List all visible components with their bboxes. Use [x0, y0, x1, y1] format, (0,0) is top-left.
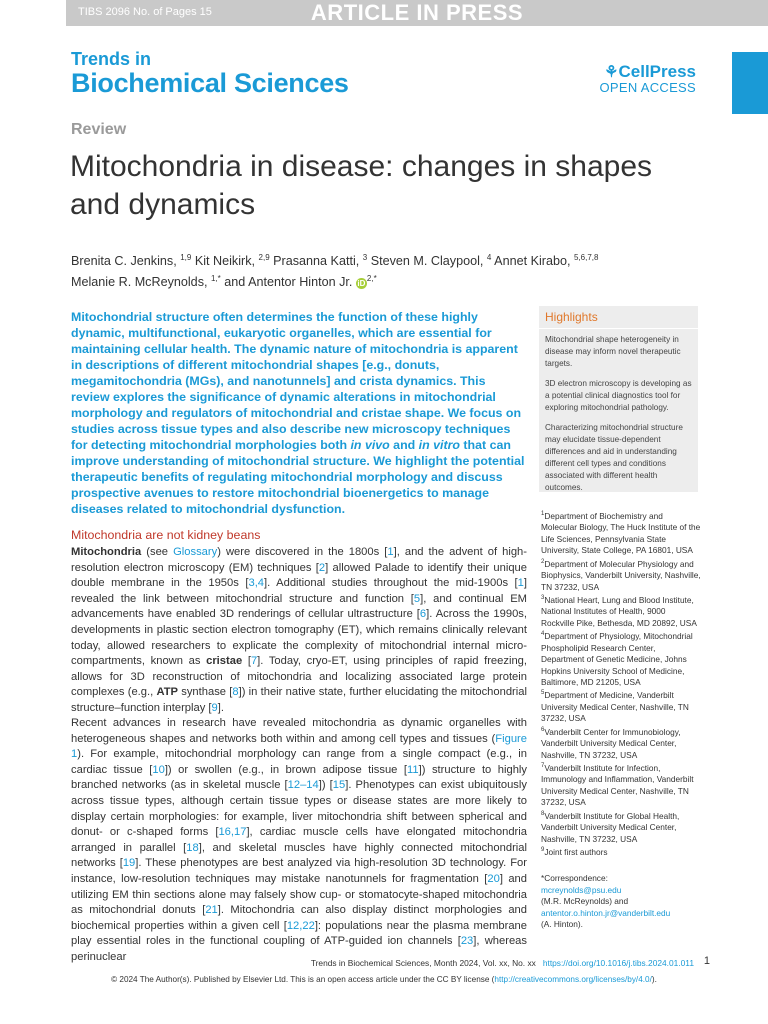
reference-link[interactable]: 3,4: [248, 577, 265, 590]
email-link[interactable]: mcreynolds@psu.edu: [541, 884, 622, 895]
reference-link[interactable]: 10: [152, 763, 165, 776]
text: ). For example, mitochondrial morphology can range from a single compact (e.g., in cardiac tissue [: [71, 748, 527, 776]
author-sup: 1,9: [180, 253, 192, 262]
copyright-notice: [0, 975, 768, 984]
journal-name-line1: Trends in: [71, 49, 152, 69]
body-paragraph-2: [71, 716, 527, 966]
text: (see: [141, 546, 174, 558]
manuscript-reference: TIBS 2096 No. of Pages 15: [78, 6, 212, 18]
affiliation-9: [541, 847, 608, 857]
open-access-label: OPEN ACCESS: [599, 80, 696, 95]
reference-link[interactable]: 6: [419, 608, 427, 621]
affil-num: 9: [541, 847, 545, 854]
correspondence-label: *Correspondence:: [541, 873, 608, 883]
text: [: [242, 655, 251, 668]
affil-text: Department of Medicine, Vanderbilt University Medical Center, Nashville, TN 37232, USA: [541, 690, 689, 724]
reference-link[interactable]: 16,17: [218, 826, 247, 839]
bold-term: Mitochondria: [71, 546, 142, 558]
affil-text: Vanderbilt Institute for Global Health, Vanderbilt University Medical Center, Nashville, TN 37232, USA: [541, 810, 680, 844]
reference-link[interactable]: 12–14: [287, 779, 319, 792]
doi-link[interactable]: https://doi.org/10.1016/j.tibs.2024.01.011: [542, 958, 694, 968]
affil-num: 7: [541, 763, 545, 770]
affil-num: 5: [541, 690, 545, 697]
journal-name-line2: Biochemical Sciences: [71, 68, 349, 98]
reference-link[interactable]: 9: [211, 701, 218, 714]
affil-text: Joint first authors: [544, 846, 608, 857]
author-mcreynolds: Melanie R. McReynolds,: [71, 275, 211, 290]
text: ]. These phenotypes are best analyzed via high-resolution 3D technology. For instance, low-resolution techniques may mistake nanotunnels for fragmentation [: [71, 857, 528, 885]
text: ] revealed the link between mitochondrial structure and function [: [71, 577, 527, 605]
author-sup: 3: [362, 253, 368, 262]
reference-link[interactable]: 12,22: [286, 919, 315, 932]
affil-text: Vanderbilt Center for Immunobiology, Vanderbilt University Medical Center, Nashville, TN 37232, USA: [541, 726, 681, 760]
publisher-logo: [600, 62, 697, 94]
reference-link[interactable]: 21: [205, 904, 218, 917]
figure-link[interactable]: Figure 1: [71, 732, 527, 761]
affil-num: 4: [541, 631, 545, 638]
author-kirabo: Annet Kirabo,: [491, 254, 574, 269]
highlights-heading: Highlights: [539, 306, 698, 329]
author-sup: 1,*: [210, 274, 221, 284]
abstract-italic: in vitro: [418, 438, 460, 452]
text: ]. Phenotypes can exist ubiquitously across tissue types, although certain tissue types or disease states are more likely to display certain morphologies: for example, liver mitochondria shift between spherical and donut- or c-shaped forms [: [71, 779, 527, 839]
abstract-text: and: [389, 438, 419, 452]
affil-text: Vanderbilt Institute for Infection, Immunology and Inflammation, Vanderbilt University Medical Center, Nashville, TN 37232, USA: [541, 762, 694, 808]
text: ]. Across the 1990s, developments in plastic section electron tomography (ET), which remains clinically relevant today, allowed researchers to explicate the complexity of mitochondrial internal micro-compartments, known as: [71, 608, 527, 668]
article-in-press-label: ARTICLE IN PRESS: [310, 0, 524, 25]
author-jenkins: Brenita C. Jenkins,: [71, 254, 181, 269]
email-link[interactable]: antentor.o.hinton.jr@vanderbilt.edu: [541, 907, 671, 918]
text: ) were discovered in the 1800s [: [217, 546, 388, 558]
reference-link[interactable]: 7: [250, 655, 258, 668]
affiliation-6: [541, 727, 681, 760]
reference-link[interactable]: 23: [460, 935, 474, 948]
text: ], cardiac muscle cells have elongated mitochondria arranged in parallel [: [71, 826, 527, 854]
text: ]) structure to highly branched networks (as in skeletal muscle [: [71, 763, 527, 792]
correspondence-name: (M.R. McReynolds) and: [541, 896, 629, 906]
abstract-italic: in vivo: [350, 438, 390, 452]
highlight-item: Mitochondrial shape heterogeneity in disease may inform novel therapeutic targets.: [545, 335, 681, 368]
author-sup: 4: [486, 253, 492, 262]
author-sup: 2,*: [366, 274, 377, 284]
text: ]) or swollen (e.g., in brown adipose tissue [: [164, 763, 407, 776]
abstract-text: Mitochondrial structure often determines the function of these highly dynamic, multifunctional, eukaryotic organelles, which are essential for maintaining cellular health. The dynamic nature of mitochondria is apparent in descriptions of different mitochondrial shapes [e.g., donuts, megamitochondria (MGs), and nanotunnels] and crista dynamics. This review explores the significance of dynamic alterations in mitochondrial morphology and regulators of mitochondrial and cristae shape. We focus on studies across tissue types and also describe new microscopy techniques for detecting mitochondrial morphologies both: [71, 310, 522, 452]
text: Recent advances in research have revealed mitochondria as dynamic organelles with heterogeneous shapes and networks both within and among cell types and tissues (: [71, 717, 527, 745]
affil-num: 2: [541, 558, 545, 565]
bold-term: ATP: [156, 686, 178, 699]
text: ], and skeletal muscles have highly connected mitochondrial networks [: [71, 841, 527, 870]
text: ] and utilizing EM thin sections alone may falsely show cup- or stomatocyte-shaped mitochondria as mitochondrial donuts [: [71, 872, 527, 917]
reference-link[interactable]: 2: [318, 561, 326, 574]
author-sup: 5,6,7,8: [573, 253, 599, 262]
text: ]) in their native state, further elucidating the mitochondrial structure–function interplay [: [71, 686, 527, 714]
cellpress-logo-icon: ⚘: [604, 64, 619, 81]
text: ]: populations near the plasma membrane play essential roles in the functional coupling of ATP-guided ion channels [: [71, 919, 528, 948]
affil-num: 1: [541, 511, 545, 517]
text: ]) [: [318, 779, 333, 792]
author-hinton: and Antentor Hinton Jr.: [220, 275, 356, 290]
text: ], and continual EM advancements have enabled 3D renderings of cellular ultrastructure [: [71, 592, 527, 621]
text: ] allowed Palade to identify their unique double membrane in the 1950s [: [71, 561, 527, 590]
affil-num: 3: [541, 595, 545, 602]
section-heading: Mitochondria are not kidney beans: [71, 528, 261, 542]
abstract: [71, 309, 527, 517]
author-katti: Prasanna Katti,: [269, 254, 363, 269]
affiliation-2: [541, 559, 701, 592]
reference-link[interactable]: 8: [232, 686, 239, 699]
affiliation-4: [541, 631, 693, 687]
affil-text: Department of Biochemistry and Molecular Biology, The Huck Institute of the Life Sciences, Pennsylvania State University, State College, PA 16801, USA: [541, 510, 701, 556]
reference-link[interactable]: 20: [487, 872, 500, 885]
license-link[interactable]: http://creativecommons.org/licenses/by/4.0/: [494, 975, 652, 984]
copyright-text: ).: [651, 975, 657, 984]
affil-num: 6: [541, 726, 545, 733]
text: ]. Today, cryo-ET, using principles of rapid freezing, allows for 3D reconstruction of mitochondria and localizing associated large protein complexes (e.g.,: [71, 655, 528, 699]
publisher-name: CellPress: [618, 62, 696, 81]
correspondence-name: (A. Hinton).: [541, 919, 583, 929]
reference-link[interactable]: 15: [332, 779, 346, 792]
affiliation-5: [541, 690, 689, 723]
journal-info: Trends in Biochemical Sciences, Month 2024, Vol. xx, No. xx: [310, 958, 536, 968]
copyright-text: © 2024 The Author(s). Published by Elsevier Ltd. This is an open access article under the CC BY license (: [111, 975, 495, 984]
reference-link[interactable]: 11: [407, 763, 419, 776]
affil-text: Department of Molecular Physiology and Biophysics, Vanderbilt University, Nashville, TN 37232, USA: [541, 558, 701, 592]
footer-citation: [311, 958, 694, 968]
author-neikirk: Kit Neikirk,: [191, 254, 259, 269]
affiliation-7: [541, 763, 694, 808]
text: ]. Mitochondria can also display distinct morphologies and biochemical properties within a given cell [: [71, 904, 527, 932]
affiliations: [541, 509, 701, 858]
affil-text: National Heart, Lung and Blood Institute, National Institutes of Health, 9000 Rockville Pike, Bethesda, MD 20892, USA: [541, 594, 697, 628]
author-list: [71, 249, 691, 291]
journal-color-tab: [732, 52, 768, 114]
affil-text: Department of Physiology, Mitochondrial Phospholipid Research Center, Department of Genetic Medicine, Johns Hopkins University School of Medicine, Baltimore, MD 21205, USA: [541, 631, 693, 688]
body-paragraph-1: [71, 545, 527, 717]
reference-link[interactable]: 19: [122, 857, 136, 870]
text: ], whereas perinuclear: [71, 935, 527, 963]
text: ]. Additional studies throughout the mid-1900s [: [264, 577, 518, 590]
page-number: 1: [703, 955, 710, 967]
highlights-box: [539, 306, 698, 492]
bold-term: cristae: [206, 655, 243, 668]
article-type: Review: [71, 121, 127, 138]
reference-link[interactable]: 18: [186, 841, 199, 854]
orcid-icon[interactable]: iD: [357, 278, 366, 288]
reference-link[interactable]: 5: [413, 592, 421, 605]
affiliation-3: [541, 595, 697, 628]
highlight-item: 3D electron microscopy is developing as a potential clinical diagnostics tool for exploring mitochondrial pathology.: [545, 379, 692, 412]
highlight-item: Characterizing mitochondrial structure may elucidate tissue-dependent differences and aid in understanding different cell types and conditions associated with different health outcomes.: [545, 423, 683, 492]
reference-link[interactable]: 1: [387, 546, 394, 558]
text: synthase [: [178, 686, 233, 699]
correspondence: [541, 873, 701, 931]
affil-num: 8: [541, 810, 545, 817]
author-claypool: Steven M. Claypool,: [367, 254, 487, 269]
text: ], and the advent of high-resolution electron microscopy (EM) techniques [: [71, 546, 527, 574]
article-status-bar: [66, 0, 768, 26]
affiliation-8: [541, 811, 679, 844]
abstract-text: that can improve understanding of mitochondrial structure. We highlight the potential therapeutic benefits of regulating mitochondrial morphology and discuss prospective avenues to restore mitochondrial bioenergetics to manage diseases related to mitochondrial dysfunction.: [71, 438, 525, 516]
article-title: Mitochondria in disease: changes in shapes and dynamics: [70, 150, 653, 221]
author-sup: 2,9: [258, 253, 270, 262]
glossary-link[interactable]: Glossary: [173, 546, 218, 558]
text: ].: [217, 701, 224, 714]
affiliation-1: [541, 511, 700, 556]
reference-link[interactable]: 1: [517, 577, 524, 590]
